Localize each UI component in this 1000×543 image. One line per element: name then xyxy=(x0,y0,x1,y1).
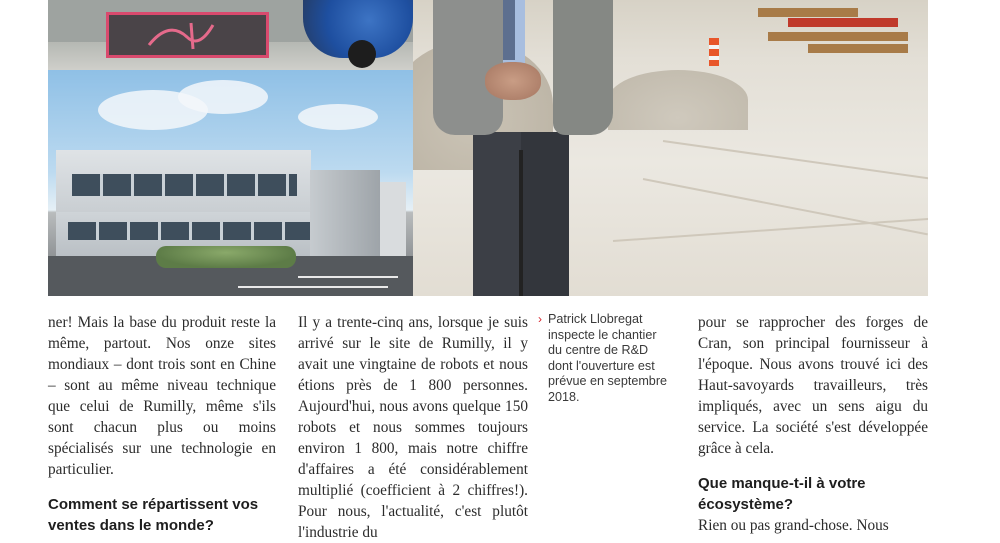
tie xyxy=(503,0,515,60)
portrait-photo xyxy=(413,0,928,296)
window-row xyxy=(72,174,297,196)
interview-question: Que manque-t-il à votre écosystème? xyxy=(698,475,866,513)
caption-marker-icon: › xyxy=(538,312,542,326)
body-paragraph: ner! Mais la base du produit reste la même, partout. Nos onze sites mondiaux – dont trois sont en Chine – sont au même niveau technique que celui de Rumilly, même s'ils sont chacun plus ou moins spécialisés sur une technologie en particulier. xyxy=(48,314,276,478)
graffiti-icon xyxy=(109,15,266,55)
body-paragraph: Il y a trente-cinq ans, lorsque je suis arrivé sur le site de Rumilly, il y avait une vingtaine de robots et nous étions près de 1 800 personnes. Aujourd'hui, nous avons quelque 150 robots et nous sommes toujours environ 1 800, mais notre chiffre d'affaires a été considérablement multiplié (coefficient à 2 chiffres!). Pour nous, l'actualité, c'est plutôt l'industrie du xyxy=(298,314,528,541)
text-column-3 xyxy=(698,312,928,536)
text-column-2 xyxy=(298,312,528,543)
building-render xyxy=(48,70,413,296)
hedge xyxy=(156,246,296,268)
trousers xyxy=(521,132,569,296)
mixer-wheel xyxy=(348,40,376,68)
road-marking xyxy=(298,276,398,278)
road-marking xyxy=(238,286,388,288)
body-paragraph: Rien ou pas grand-chose. Nous xyxy=(698,517,889,534)
interview-question: Comment se répartissent vos ventes dans le monde? xyxy=(48,496,259,534)
construction-photo xyxy=(48,0,413,70)
person-figure xyxy=(413,0,928,296)
trouser-shadow xyxy=(519,150,523,296)
jacket xyxy=(553,0,613,135)
caption-text: Patrick Llobregat inspecte le chantier du centre de R&D dont l'ouverture est prévue en septembre 2018. xyxy=(548,312,668,404)
graffiti-sign xyxy=(106,12,269,58)
body-paragraph: pour se rapprocher des forges de Cran, son principal fournisseur à l'époque. Nous avons trouvé ici des Haut-savoyards travailleurs, très impliqués, avec un sens aigu du service. La société s'est développée grâce à cela. xyxy=(698,314,928,457)
building-side xyxy=(310,170,380,260)
window-row xyxy=(68,222,318,240)
clasped-hands xyxy=(485,62,541,100)
photo-caption xyxy=(538,312,668,405)
cloud xyxy=(298,104,378,130)
trousers xyxy=(473,132,523,296)
text-column-1 xyxy=(48,312,276,536)
cloud xyxy=(178,80,268,114)
